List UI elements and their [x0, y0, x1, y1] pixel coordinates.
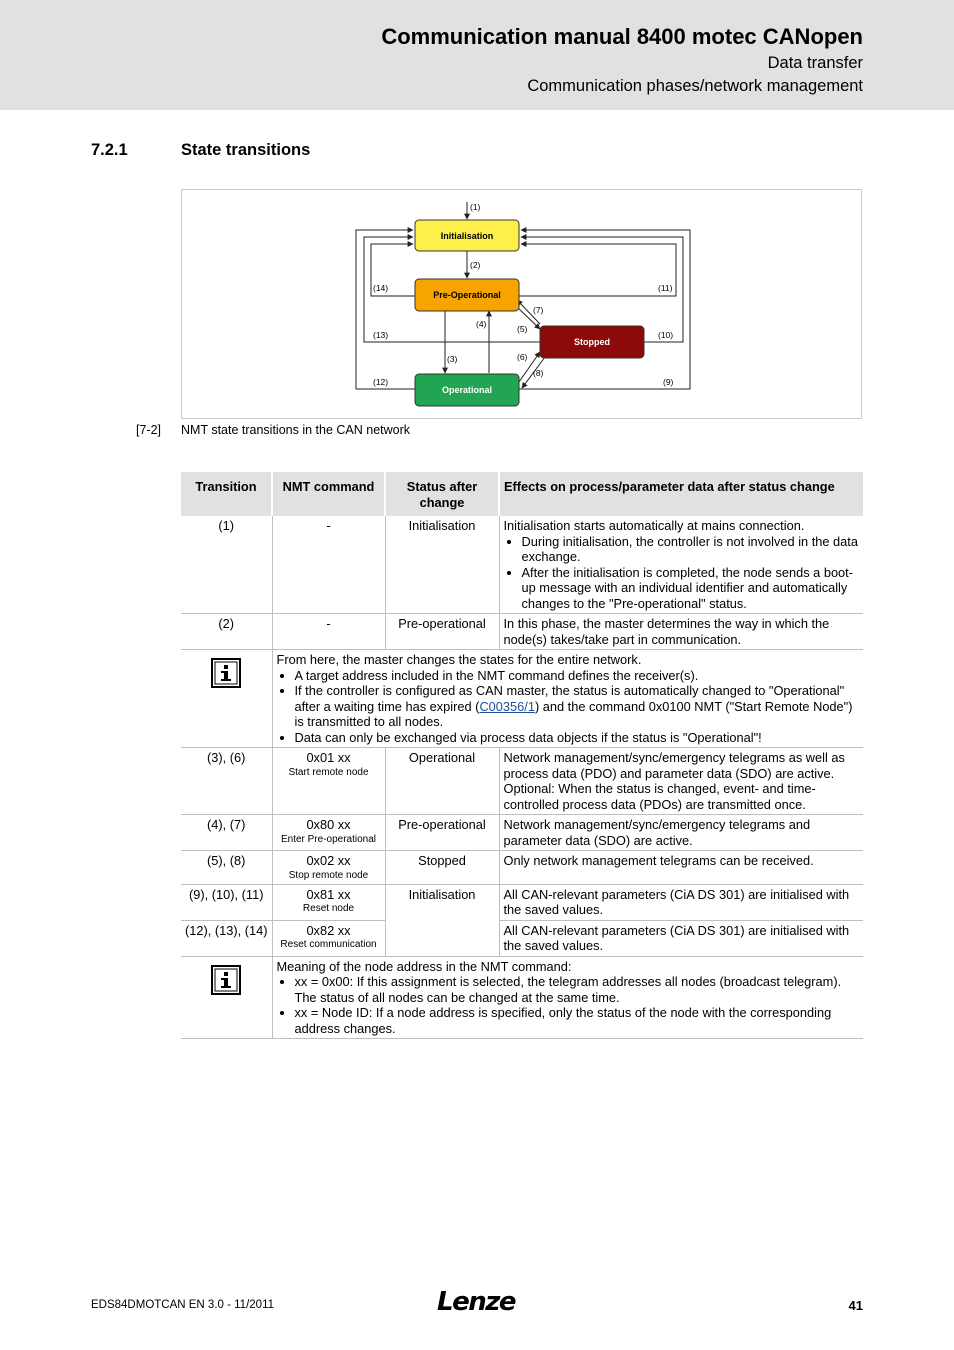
info-icon [211, 965, 241, 995]
transition-label: (7) [533, 305, 544, 315]
cell-command: - [272, 516, 385, 614]
transition-label: (3) [447, 354, 458, 364]
note-list [277, 668, 860, 746]
col-header-status: Status after change [385, 472, 499, 516]
document-id: EDS84DMOTCAN EN 3.0 - 11/2011 [91, 1299, 275, 1311]
figure-caption: NMT state transitions in the CAN network [181, 423, 411, 437]
list-item: • xx = 0x00: If this assignment is selected, the telegram addresses all nodes (broadcast telegram). The status of all nodes can be changed at the same time. [295, 974, 860, 1005]
cell-command [272, 815, 385, 851]
cell-status: Initialisation [385, 516, 499, 614]
cell-command: - [272, 614, 385, 650]
command-code: 0x81 xx [306, 886, 351, 902]
list-item: • A target address included in the NMT command defines the receiver(s). [295, 668, 860, 684]
cell-transition: (5), (8) [181, 851, 272, 885]
note-text: Meaning of the node address in the NMT command: [276, 958, 572, 974]
figure-number: [7-2] [136, 423, 162, 437]
command-name: Stop remote node [288, 869, 369, 881]
effects-text: Initialisation starts automatically at mains connection. [503, 518, 805, 533]
list-item: • After the initialisation is completed, the node sends a boot-up message with an individual identifier and automatically changes to the "Pre-operational" status. [522, 565, 860, 612]
section-title: State transitions [181, 141, 311, 159]
cell-status: Stopped [385, 851, 499, 885]
note-icon-cell [181, 650, 272, 748]
transition-label: (8) [533, 368, 544, 378]
transition-label: (9) [663, 377, 674, 387]
state-operational-label: Operational [441, 385, 493, 395]
cell-transition: (12), (13), (14) [181, 920, 272, 956]
cell-command [272, 884, 385, 920]
table-row [181, 516, 863, 614]
command-code: 0x82 xx [306, 922, 351, 938]
state-stopped-label: Stopped [574, 337, 610, 347]
subchapter-title: Communication phases/network management [527, 77, 863, 95]
cell-transition: (9), (10), (11) [181, 884, 272, 920]
effects-list [504, 534, 860, 612]
document-title: Communication manual 8400 motec CANopen [381, 24, 863, 49]
parameter-link-c00356[interactable]: C00356/1 [479, 698, 535, 714]
cell-effects: In this phase, the master determines the way in which the node(s) takes/take part in communication. [499, 614, 863, 650]
cell-effects: All CAN-relevant parameters (CiA DS 301) are initialised with the saved values. [499, 920, 863, 956]
note-list [277, 974, 860, 1036]
col-header-nmt-command: NMT command [272, 472, 385, 516]
transition-label: (10) [658, 330, 674, 340]
cell-effects [499, 748, 863, 815]
command-name: Start remote node [288, 766, 369, 778]
cell-transition: (2) [181, 614, 272, 650]
list-item: • xx = Node ID: If a node address is specified, only the status of the node with the corresponding address changes. [295, 1005, 860, 1036]
table-row [181, 748, 863, 815]
cell-status: Operational [385, 748, 499, 815]
nmt-transition-table [181, 472, 863, 1039]
lenze-logo: Lenze [437, 1287, 515, 1317]
transition-label: (6) [517, 352, 528, 362]
note-text: From here, the master changes the states for the entire network. [276, 652, 642, 667]
note-icon-cell [181, 956, 272, 1039]
transition-12-arrow [356, 230, 415, 389]
table-row [181, 884, 863, 920]
cell-command [272, 920, 385, 956]
note-content [272, 956, 863, 1039]
state-initialisation-label: Initialisation [440, 231, 494, 241]
cell-effects [499, 516, 863, 614]
cell-effects: Network management/sync/emergency telegrams and parameter data (SDO) are active. [499, 815, 863, 851]
state-preop-label: Pre-Operational [433, 290, 501, 300]
transition-label: (4) [476, 319, 487, 329]
cell-transition: (4), (7) [181, 815, 272, 851]
command-name: Reset node [302, 903, 355, 914]
list-item [295, 683, 860, 730]
transition-label: (2) [470, 260, 481, 270]
col-header-transition: Transition [181, 472, 272, 516]
cell-status: Pre-operational [385, 815, 499, 851]
table-header-row [181, 472, 863, 516]
page-number: 41 [848, 1298, 863, 1313]
table-row [181, 920, 863, 956]
cell-transition: (1) [181, 516, 272, 614]
note-content [272, 650, 863, 748]
transition-label: (11) [658, 283, 673, 293]
cell-command [272, 748, 385, 815]
command-code: 0x80 xx [306, 817, 351, 832]
section-number: 7.2.1 [91, 141, 128, 159]
command-code: 0x02 xx [306, 853, 351, 868]
chapter-title: Data transfer [767, 54, 863, 72]
transition-label: (13) [373, 330, 389, 340]
note-text-part: If the controller is configured as CAN master, the status is automatically changed to "Operational" after a waiting time has expired ( [294, 683, 845, 714]
cell-status: Initialisation [385, 884, 499, 956]
list-item: • During initialisation, the controller is not involved in the data exchange. [522, 534, 860, 565]
nmt-state-diagram [182, 190, 863, 420]
table-row [181, 815, 863, 851]
cell-transition: (3), (6) [181, 748, 272, 815]
info-icon [211, 658, 241, 688]
effects-text: Network management/sync/emergency telegrams as well as process data (PDO) and parameter data (SDO) are active. [503, 750, 845, 781]
transition-label: (1) [470, 202, 481, 212]
cell-status: Pre-operational [385, 614, 499, 650]
command-name: Reset communication [280, 939, 377, 950]
transition-label: (14) [373, 283, 389, 293]
transition-label: (12) [373, 377, 389, 387]
cell-effects: Only network management telegrams can be received. [499, 851, 863, 885]
table-row [181, 851, 863, 885]
cell-command [272, 851, 385, 885]
transition-label: (5) [517, 324, 528, 334]
col-header-effects: Effects on process/parameter data after status change [499, 472, 863, 516]
transition-9-arrow [519, 230, 690, 389]
note-row [181, 956, 863, 1039]
transition-11-arrow [519, 244, 676, 296]
figure-frame [181, 189, 862, 419]
list-item: • Data can only be exchanged via process data objects if the status is "Operational"! [295, 730, 860, 746]
effects-text: Optional: When the status is changed, event- and time-controlled process data (PDOs) are transmitted once. [503, 781, 816, 812]
note-row [181, 650, 863, 748]
cell-effects: All CAN-relevant parameters (CiA DS 301) are initialised with the saved values. [499, 884, 863, 920]
command-name: Enter Pre-operational [280, 833, 377, 845]
command-code: 0x01 xx [306, 750, 351, 765]
table-row [181, 614, 863, 650]
note-text-part: ) and the command 0x0100 NMT ("Start Remote Node") is transmitted to all nodes. [294, 698, 853, 729]
